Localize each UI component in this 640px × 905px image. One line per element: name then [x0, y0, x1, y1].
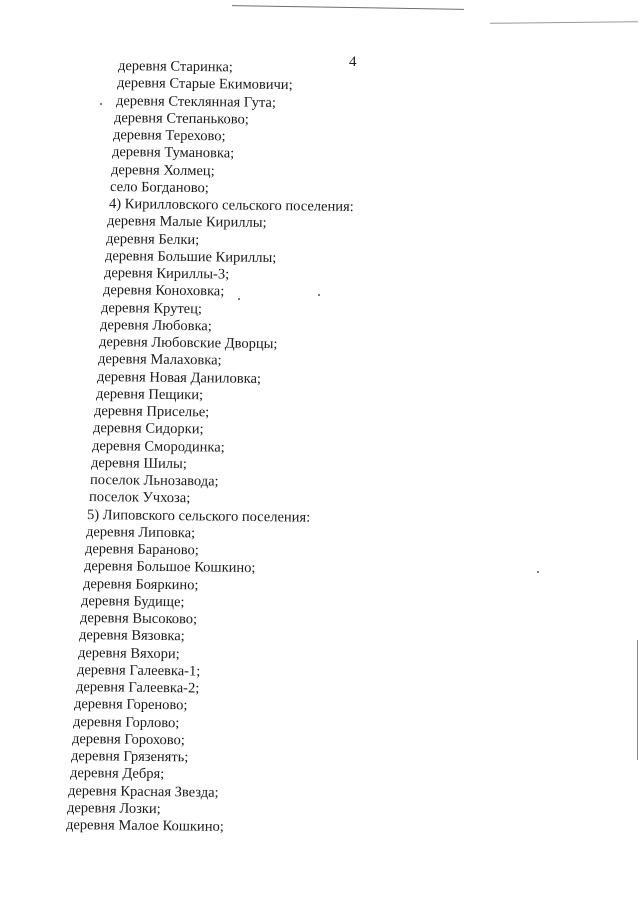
document-line: деревня Коноховка;	[102, 282, 225, 300]
document-line: деревня Лозки;	[67, 799, 162, 817]
document-line: поселок Учхоза;	[88, 489, 190, 507]
document-line: деревня Кириллы-3;	[103, 265, 230, 283]
document-line: деревня Дебря;	[69, 765, 164, 783]
document-line: деревня Большое Кошкино;	[83, 558, 256, 577]
document-line: деревня Крутец;	[101, 299, 203, 317]
document-line: деревня Будище;	[81, 592, 185, 611]
document-line: 4) Кирилловского сельского поселения:	[108, 196, 354, 215]
scan-speck	[318, 294, 320, 296]
document-line: деревня Большие Кириллы;	[104, 247, 277, 266]
document-line: деревня Тумановка;	[111, 144, 235, 162]
document-line: деревня Гореново;	[74, 696, 188, 714]
scan-speck	[238, 298, 240, 300]
document-line: деревня Бараново;	[84, 541, 199, 559]
document-line: 5) Липовского сельского поселения:	[87, 506, 311, 526]
document-line: деревня Галеевка-2;	[75, 679, 199, 697]
document-line: деревня Высоково;	[80, 610, 198, 628]
document-line: деревня Любовские Дворцы;	[99, 334, 278, 353]
document-line: деревня Галеевка-1;	[76, 661, 201, 680]
scan-edge-shadow	[637, 640, 638, 760]
document-line: деревня Красная Звезда;	[68, 782, 220, 801]
scan-artifact-line	[490, 21, 638, 24]
document-line: деревня Холмец;	[110, 161, 215, 179]
scan-speck	[537, 571, 539, 573]
document-line: деревня Грязенять;	[70, 748, 189, 766]
document-line: деревня Пещики;	[95, 385, 203, 404]
document-line: село Богданово;	[109, 178, 209, 196]
document-line: деревня Степаньково;	[114, 109, 250, 128]
document-line: деревня Бояркино;	[82, 575, 199, 593]
document-line: деревня Вяхори;	[77, 644, 180, 662]
document-line: деревня Горлово;	[73, 713, 180, 731]
document-line: деревня Сидорки;	[93, 420, 204, 438]
page-number: 4	[349, 54, 357, 70]
document-line: поселок Льнозавода;	[89, 472, 219, 490]
scan-speck	[100, 103, 102, 105]
document-line: деревня Липовка;	[86, 523, 196, 542]
document-line: деревня Стеклянная Гута;	[115, 92, 276, 111]
document-line: деревня Старые Екимовичи;	[116, 75, 293, 94]
document-line: деревня Любовка;	[100, 316, 213, 335]
scan-artifact-line	[232, 5, 464, 10]
document-line: деревня Старинка;	[117, 58, 233, 76]
document-line: деревня Горохово;	[71, 730, 185, 749]
document-line: деревня Белки;	[106, 230, 200, 248]
document-line: деревня Смородинка;	[91, 437, 225, 456]
document-line: деревня Новая Даниловка;	[96, 368, 261, 387]
document-line: деревня Малое Кошкино;	[65, 817, 224, 835]
document-line: деревня Терехово;	[113, 127, 226, 145]
document-line: деревня Малаховка;	[97, 351, 222, 369]
document-line: деревня Вязовка;	[78, 627, 185, 645]
document-line: деревня Приселье;	[94, 403, 210, 421]
document-line: деревня Малые Кириллы;	[107, 213, 268, 232]
document-line: деревня Шилы;	[90, 454, 187, 472]
